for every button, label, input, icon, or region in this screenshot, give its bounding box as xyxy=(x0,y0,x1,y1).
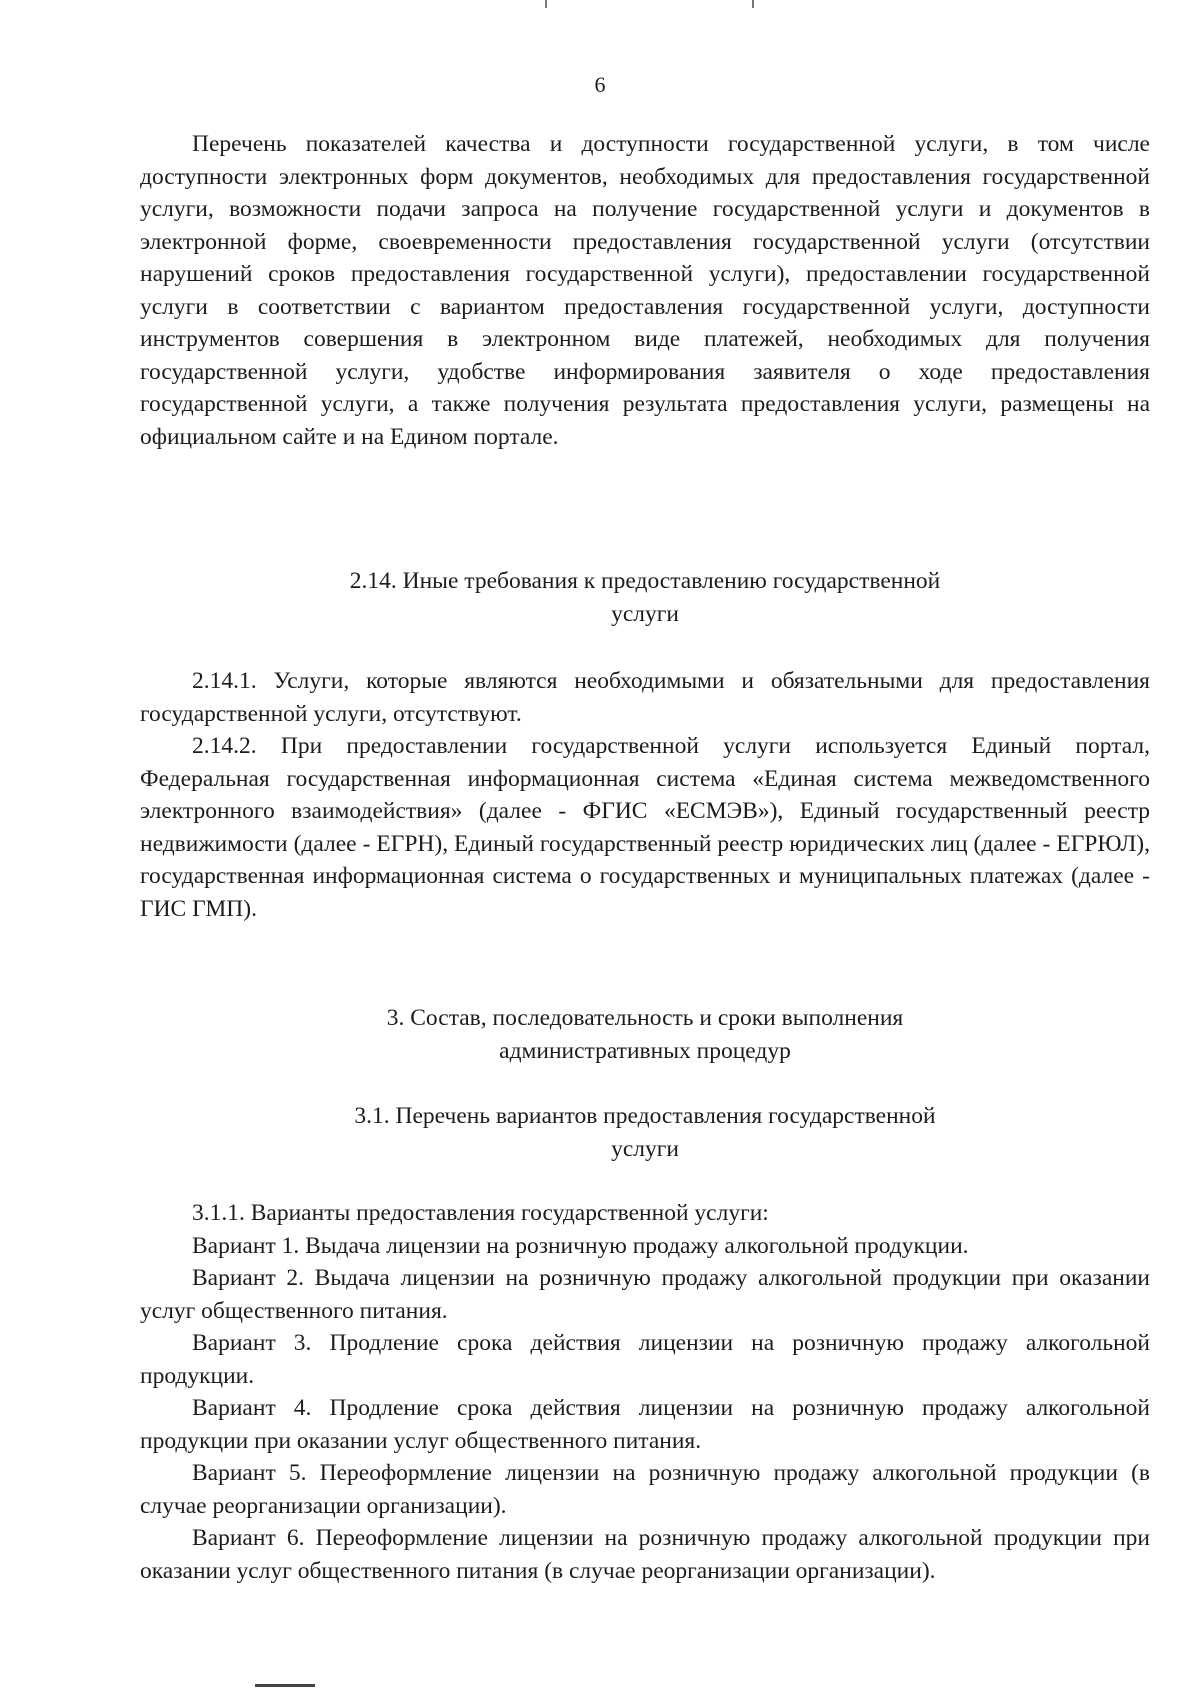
heading-line: 3.1. Перечень вариантов предоставления государственной xyxy=(354,1103,936,1129)
variant-item: Вариант 6. Переоформление лицензии на розничную продажу алкогольной продукции при оказании услуг общественного питания (в случае реорганизации организации). xyxy=(140,1525,1150,1584)
quality-section xyxy=(140,128,1150,453)
heading-line: 3. Состав, последовательность и сроки выполнения xyxy=(386,1005,904,1031)
variant-item: Вариант 4. Продление срока действия лицензии на розничную продажу алкогольной продукции при оказании услуг общественного питания. xyxy=(140,1395,1150,1454)
scan-mark xyxy=(545,0,547,8)
scan-mark xyxy=(752,0,754,8)
variant-item: Вариант 5. Переоформление лицензии на розничную продажу алкогольной продукции (в случае реорганизации организации). xyxy=(140,1460,1150,1519)
paragraph-2-14-1: 2.14.1. Услуги, которые являются необходимыми и обязательными для предоставления государственной услуги, отсутствуют. xyxy=(140,668,1150,727)
quality-paragraph: Перечень показателей качества и доступности государственной услуги, в том числе доступности электронных форм документов, необходимых для предоставления государственной услуги, возможности подачи запроса на получение государственной услуги и документов в электронной форме, своевременности предоставления государственной услуги (отсутствии нарушений сроков предоставления государственной услуги), предоставлении государственной услуги в соответствии с вариантом предоставления государственной услуги, доступности инструментов совершения в электронном виде платежей, необходимых для получения государственной услуги, удобстве информирования заявителя о ходе предоставления государственной услуги, а также получения результата предоставления услуги, размещены на официальном сайте и на Едином портале. xyxy=(140,131,1150,450)
section-2-14-body xyxy=(140,665,1150,925)
section-3-1-heading xyxy=(140,1100,1150,1165)
variants-intro: 3.1.1. Варианты предоставления государственной услуги: xyxy=(192,1200,769,1226)
paragraph-2-14-2: 2.14.2. При предоставлении государственной услуги используется Единый портал, Федеральная государственная информационная система «Единая система межведомственного электронного взаимодействия» (далее - ФГИС «ЕСМЭВ»), Единый государственный реестр недвижимости (далее - ЕГРН), Единый государственный реестр юридических лиц (далее - ЕГРЮЛ), государственная информационная система о государственных и муниципальных платежах (далее - ГИС ГМП). xyxy=(140,733,1150,922)
scan-mark xyxy=(255,1684,315,1687)
variant-item: Вариант 2. Выдача лицензии на розничную продажу алкогольной продукции при оказании услуг общественного питания. xyxy=(140,1265,1150,1324)
heading-line: услуги xyxy=(611,600,679,627)
variant-item: Вариант 1. Выдача лицензии на розничную продажу алкогольной продукции. xyxy=(192,1232,969,1259)
page-number: 6 xyxy=(594,72,606,97)
heading-line: услуги xyxy=(611,1135,679,1162)
section-3-1-body xyxy=(140,1197,1150,1587)
heading-line: административных процедур xyxy=(499,1037,791,1064)
section-2-14-heading xyxy=(140,565,1150,630)
section-3-heading xyxy=(140,1002,1150,1067)
heading-line: 2.14. Иные требования к предоставлению государственной xyxy=(349,568,941,594)
variant-item: Вариант 3. Продление срока действия лицензии на розничную продажу алкогольной продукции. xyxy=(140,1330,1150,1389)
